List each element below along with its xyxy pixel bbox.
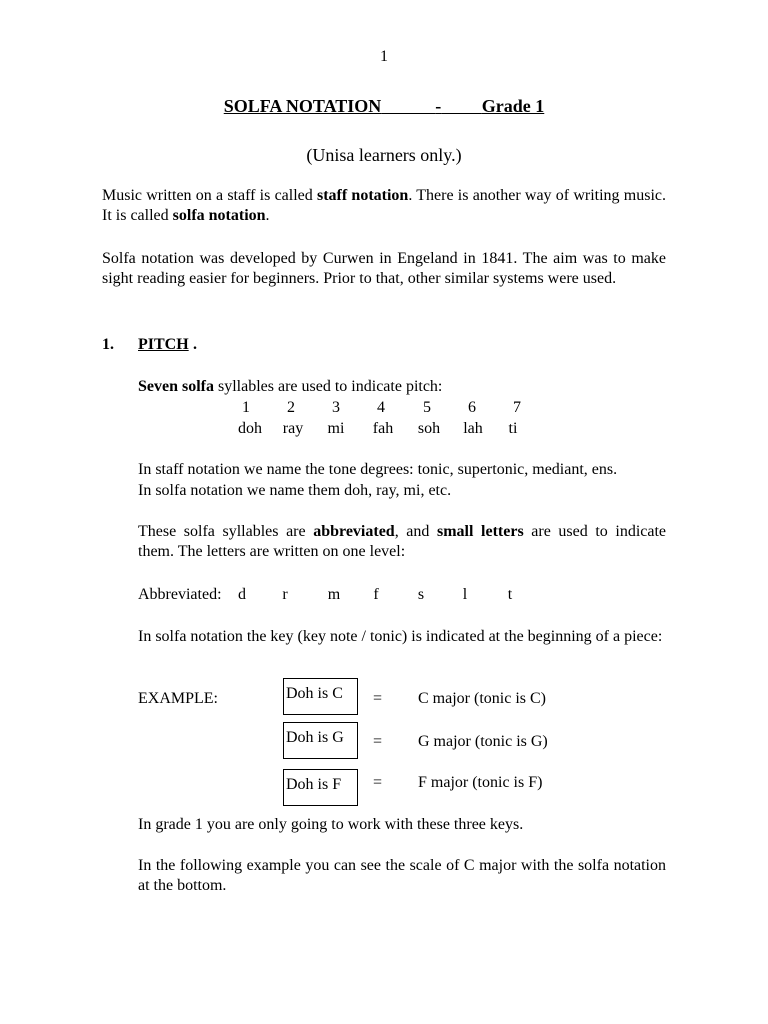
page-number: 1 [380, 48, 388, 65]
abbreviated-letter: m [327, 586, 341, 603]
page-subtitle: (Unisa learners only.) [306, 145, 462, 165]
title-gap-2 [441, 96, 482, 116]
abbreviated-text: These solfa syllables are [138, 523, 314, 540]
abbreviated-label: Abbreviated: [138, 586, 222, 603]
small-letters-term: small letters [437, 523, 524, 540]
staff-notation-line-1: In staff notation we name the tone degrees: tonic, supertonic, mediant, ens. [138, 461, 618, 478]
section-number: 1. [102, 336, 114, 353]
degree-number: 2 [287, 399, 295, 416]
staff-notation-term: staff notation [317, 187, 409, 204]
section-title: PITCH [138, 336, 189, 353]
degree-number: 6 [468, 399, 476, 416]
solfa-syllable: soh [417, 420, 441, 437]
key-box-f: Doh is F [283, 769, 358, 806]
example-label: EXAMPLE: [138, 690, 218, 707]
key-paragraph: In solfa notation the key (key note / tonic) is indicated at the beginning of a piece: [138, 628, 663, 645]
solfa-syllable: ray [282, 420, 304, 437]
title-gap-1 [381, 96, 435, 116]
seven-solfa-paragraph [138, 377, 666, 397]
degree-number: 7 [513, 399, 521, 416]
degree-number: 5 [423, 399, 431, 416]
solfa-syllable: fah [372, 420, 394, 437]
key-description-g: G major (tonic is G) [418, 733, 548, 750]
equals-sign: = [373, 690, 383, 707]
degree-number: 1 [242, 399, 250, 416]
equals-sign: = [373, 733, 383, 750]
key-description-c: C major (tonic is C) [418, 690, 546, 707]
abbreviated-letter: t [507, 586, 513, 603]
degree-number: 4 [377, 399, 385, 416]
seven-solfa-text: syllables are used to indicate pitch: [214, 378, 443, 395]
abbreviated-letter: s [417, 586, 425, 603]
solfa-syllable: doh [238, 420, 262, 437]
key-box-g: Doh is G [283, 722, 358, 759]
title-dash: - [435, 96, 442, 116]
intro-text: . [265, 207, 270, 224]
degree-number: 3 [332, 399, 340, 416]
grade-paragraph: In grade 1 you are only going to work with these three keys. [138, 816, 524, 833]
abbreviated-letter: r [282, 586, 288, 603]
key-description-f: F major (tonic is F) [418, 774, 543, 791]
abbreviated-letter: d [238, 586, 246, 603]
seven-solfa-term: Seven solfa [138, 378, 214, 395]
abbreviated-letter: l [462, 586, 468, 603]
title-main: SOLFA NOTATION [223, 96, 382, 116]
solfa-notation-term: solfa notation [172, 207, 266, 224]
abbreviated-text: are used to indicate them. The letters are written on one level: [138, 523, 667, 560]
section-title-dot: . [193, 336, 197, 353]
equals-sign: = [373, 774, 383, 791]
abbreviated-text: , and [394, 523, 437, 540]
solfa-syllable: ti [508, 420, 518, 437]
solfa-syllable: lah [463, 420, 483, 437]
title-grade: Grade 1 [481, 96, 545, 116]
intro-text: . There is another way of writing music. It is called [102, 187, 666, 224]
key-box-c: Doh is C [283, 678, 358, 715]
abbreviated-term: abbreviated [313, 523, 395, 540]
intro-text: Music written on a staff is called [102, 187, 317, 204]
solfa-syllable: mi [327, 420, 345, 437]
abbreviated-letter: f [373, 586, 379, 603]
staff-notation-line-2: In solfa notation we name them doh, ray, mi, etc. [138, 482, 452, 499]
intro-paragraph-2: Solfa notation was developed by Curwen in Engeland in 1841. The aim was to make sight reading easier for beginners. Prior to that, other similar systems were used. [102, 250, 666, 287]
page-title [0, 94, 768, 118]
following-paragraph: In the following example you can see the scale of C major with the solfa notation at the bottom. [138, 857, 666, 894]
intro-paragraph-1 [102, 186, 666, 226]
abbreviated-paragraph [138, 522, 666, 562]
